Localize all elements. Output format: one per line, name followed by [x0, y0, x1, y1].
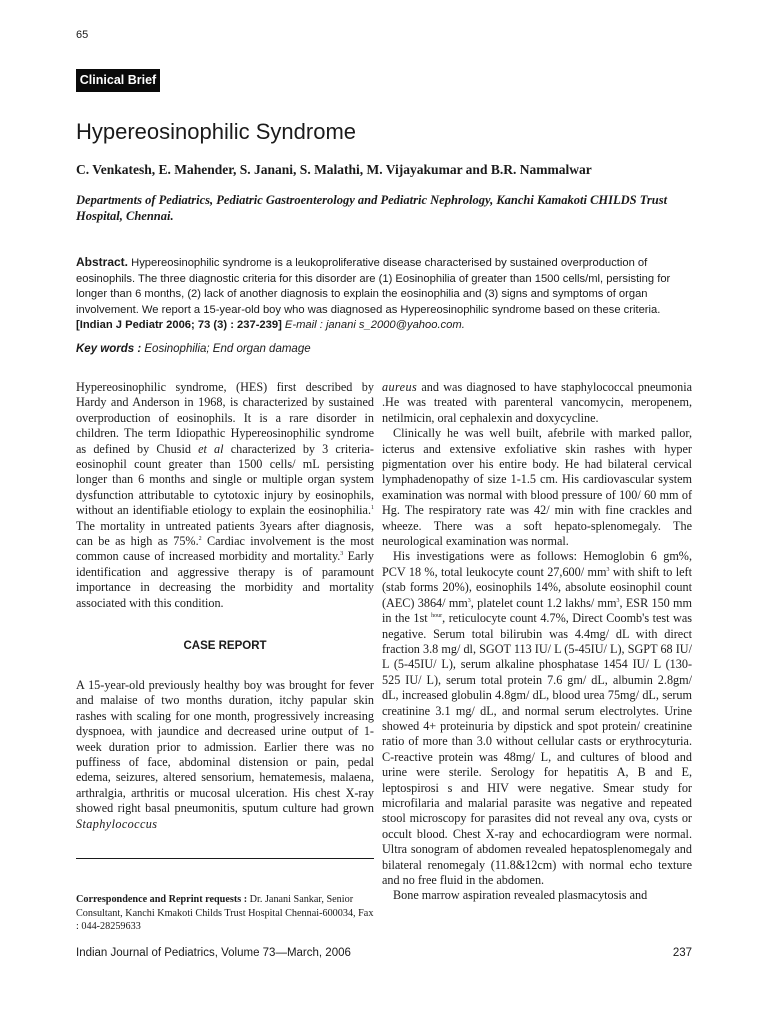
intro-text-1: Hypereosinophilic syndrome, (HES) first described by Hardy and Anderson in 1968, is characterized by sustained overproduction of eosinophils. It is a rare disorder in children. The term Idiopathic Hypereosinophilic syndrome as defined by Chusid [76, 380, 374, 456]
investigations-1: His investigations were as follows: Hemoglobin 6 gm%, PCV 18 %, total leukocyte count 27,600/ mm [382, 549, 692, 579]
keywords-text: Eosinophilia; End organ damage [141, 343, 311, 355]
right-paragraph-3 [382, 549, 692, 888]
intro-text-2: characterized by 3 criteria- eosinophil count greater than 1500 cells/ mL persisting longer than 6 months and single or multiple organ system dysfunction attributable to cytotoxic injury by eosinophils, without an identifiable etiology to explain the eosinophilia. [76, 441, 374, 518]
right-text-1: and was diagnosed to have staphylococcal pneumonia .He was treated with parenteral vancomycin, meropenem, netilmicin, oral cephalexin and doxycycline. [382, 380, 692, 425]
correspondence [76, 893, 374, 934]
email[interactable]: E-mail : janani s_2000@yahoo.com. [281, 319, 465, 332]
correspondence-text: Dr. Janani Sankar, Senior Consultant, Kanchi Kmakoti Childs Trust Hospital Chennai-600034, Fax : 044-28259633 [76, 894, 374, 932]
right-paragraph-4: Bone marrow aspiration revealed plasmacytosis and [393, 888, 648, 903]
staphylococcus: Staphylococcus [76, 816, 158, 831]
case-report-heading: CASE REPORT [183, 640, 267, 652]
intro-paragraph [76, 380, 374, 611]
section-badge: Clinical Brief [76, 69, 160, 92]
right-paragraph-1 [382, 380, 692, 426]
case-text: A 15-year-old previously healthy boy was brought for fever and malaise of two months duration, itchy papular skin rashes with scaling for one month, progressively increasing dyspnoea, with jaundice and decreased urine output of 1-week duration prior to admission. Earlier there was no puffiness of face, abdominal distension or pain, pedal edema, seizures, altered sensorium, hematemesis, malaena, arthralgia, arthritis or mucosal ulceration. His chest X-ray showed right basal pneumonitis, sputum culture had grown [76, 678, 374, 816]
investigations-4: , ESR 150 mm in the 1st [382, 595, 693, 626]
sup-mm3-1: 3 [606, 566, 610, 573]
keywords-label: Key words : [76, 343, 142, 355]
intro-text-4: Cardiac involvement is the most common cause of increased morbidity and mortality. [76, 534, 375, 564]
investigations-2: with shift to left (stab forms 20%), eosinophils 14%, absolute eosinophil count (AEC) 3864/ mm [382, 564, 692, 610]
affiliation: Departments of Pediatrics, Pediatric Gastroenterology and Pediatric Nephrology, Kanchi Kamakoti CHILDS Trust Hospital, Chennai. [76, 193, 668, 223]
page-number-top: 65 [76, 29, 89, 41]
case-column [76, 678, 374, 832]
ref-2: 2 [198, 536, 202, 542]
investigations-5: , reticulocyte count 4.7%, Direct Coomb's test was negative. Serum total bilirubin was 4.4mg/ dL with direct fraction 3.8 mg/ dl, SGOT 113 IU/ L (5-45IU/ L), SGPT 68 IU/ L (5-45IU/ L), serum alkaline phosphatase 1454 IU/ L (130-525 IU/ L), serum total protein 7.6 gm/ dL, albumin 2.8gm/ dL, increased globulin 4.8gm/ dL, blood urea 75mg/ dL, serum creatinine 3.1 mg/ dL, and normal serum electrolytes. Urine showed 4+ proteinuria by dipstick and spot protein/ creatinine ratio of more than 3.0 without cellular casts or erythrocyturia. C-reactive protein was 48mg/ L, and cultures of blood and urine were sterile. Serology for hepatitis A, B and E, leptospirosi s and HIV were negative. Smear study for microfilaria and malarial parasite was negative and repeated stool microscopy for parasites did not reveal any ova, cysts or occult blood. Chest X-ray and echocardiogram were normal. Ultra sonogram of abdomen revealed hepatosplenomegaly and bilateral renomegaly (11.8&12cm) with normal echo texture and no free fluid in the abdomen. [382, 611, 692, 887]
abstract-text: Hypereosinophilic syndrome is a leukoproliferative disease characterised by sustained overproduction of eosinophils. The three diagnostic criteria for this disorder are (1) Eosinophilia of greater than 1500 cells/ml, persisting for longer than 6 months, (2) lack of another diagnosis to explain the eosinophilia and (3) signs and symptoms of organ involvement. We report a 15-year-old boy who was diagnosed as Hypereosinophilic syndrome based on these criteria. [76, 257, 671, 316]
intro-text-3: The mortality in untreated patients 3years after diagnosis, can be as high as 75%. [76, 518, 374, 549]
sup-hour: hour [431, 613, 443, 620]
footer-journal: Indian Journal of Pediatrics, Volume 73—March, 2006 [76, 947, 351, 959]
intro-text-5: Early identification and aggressive therapy is of paramount importance in decreasing the morbidity and mortality associated with this condition. [76, 549, 374, 610]
investigations-3: , platelet count 1.2 lakhs/ mm [470, 595, 617, 610]
correspondence-label: Correspondence and Reprint requests : [76, 894, 248, 905]
article-title: Hypereosinophilic Syndrome [76, 119, 357, 144]
author-list: C. Venkatesh, E. Mahender, S. Janani, S. Malathi, M. Vijayakumar and B.R. Nammalwar [76, 162, 592, 177]
et-al: et al [198, 441, 224, 456]
aureus: aureus [382, 380, 418, 394]
ref-1: 1 [371, 505, 374, 512]
abstract-label: Abstract. [76, 255, 129, 269]
sup-mm3-2: 3 [467, 597, 471, 604]
case-paragraph [76, 678, 374, 832]
citation: [Indian J Pediatr 2006; 73 (3) : 237-239] [76, 319, 282, 332]
right-paragraph-2: Clinically he was well built, afebrile with marked pallor, icterus and extensive exfoliative skin rashes with hyper pigmentation over his entire body. He had bilateral cervical lymphadenopathy of size 1-1.5 cm. His cardiovascular system examination was normal with blood pressure of 100/ 60 mm of Hg. The respiratory rate was 42/ min with fine crackles and wheeze. There was a soft hepato-splenomegaly. The neurological examination was normal. [382, 426, 692, 549]
intro-column [76, 380, 374, 611]
footer-page-number: 237 [672, 947, 692, 959]
keywords [76, 343, 311, 355]
ref-3: 3 [340, 551, 344, 558]
sup-mm3-3: 3 [616, 597, 620, 604]
footnote-divider [76, 858, 374, 859]
abstract [76, 255, 694, 334]
right-column [382, 380, 692, 904]
